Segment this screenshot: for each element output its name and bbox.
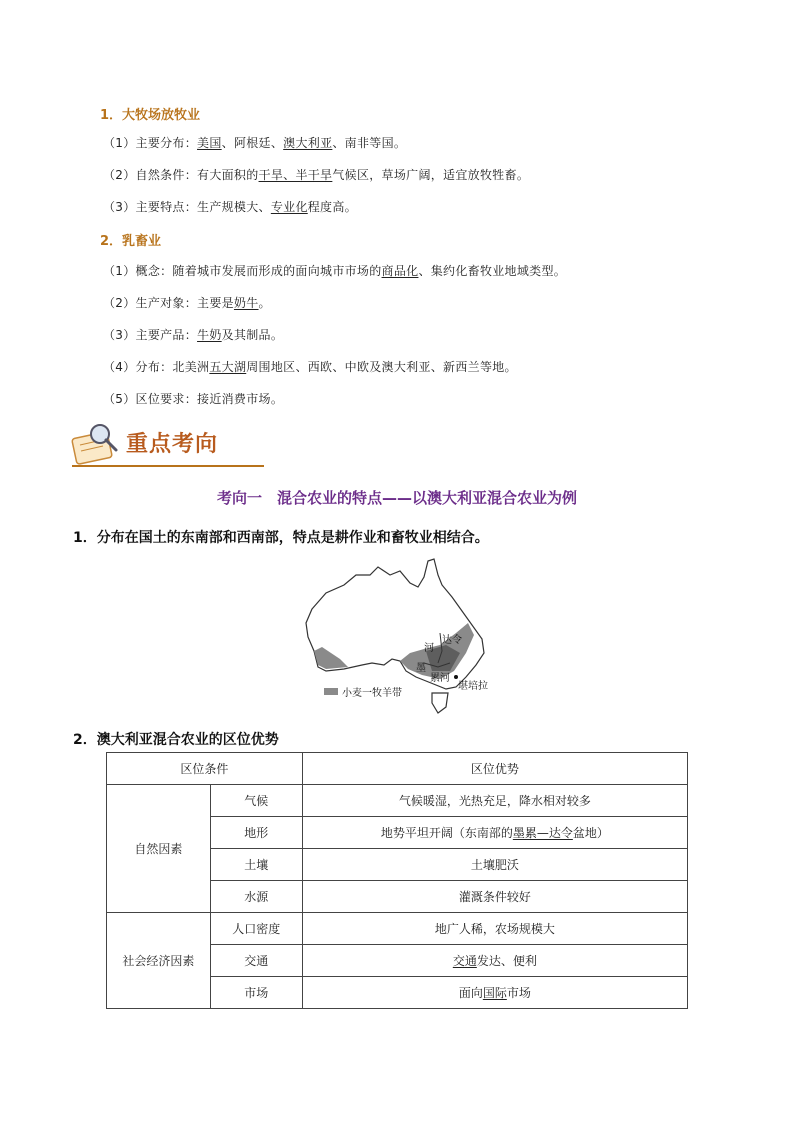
australia-outline [306, 559, 484, 689]
header-advantage: 区位优势 [302, 753, 687, 785]
factor-cell: 气候 [210, 785, 302, 817]
dairy-item-3: （3）主要产品：牛奶及其制品。 [103, 328, 284, 342]
section-title-dairy: 2．乳畜业 [100, 234, 162, 249]
table-header-row [107, 753, 688, 785]
ranching-item-3: （3）主要特点：生产规模大、专业化程度高。 [103, 200, 357, 214]
factor-cell: 人口密度 [210, 913, 302, 945]
group-socioeconomic: 社会经济因素 [107, 913, 211, 1009]
advantage-cell: 地广人稀，农场规模大 [302, 913, 687, 945]
advantage-cell: 地势平坦开阔（东南部的墨累—达令盆地） [302, 817, 687, 849]
factor-cell: 土壤 [210, 849, 302, 881]
dairy-item-1: （1）概念：随着城市发展而形成的面向城市市场的商品化、集约化畜牧业地域类型。 [103, 264, 567, 278]
group-natural: 自然因素 [107, 785, 211, 913]
dairy-item-4: （4）分布：北美洲五大湖周围地区、西欧、中欧及澳大利亚、新西兰等地。 [103, 360, 517, 374]
advantage-cell: 面向国际市场 [302, 977, 687, 1009]
map-label-murray-b: 累河 [430, 673, 450, 684]
legend-label: 小麦一牧羊带 [342, 688, 402, 699]
map-label-canberra: 堪培拉 [458, 681, 488, 692]
table-row [107, 785, 688, 817]
factor-cell: 市场 [210, 977, 302, 1009]
advantage-cell: 交通发达、便利 [302, 945, 687, 977]
advantage-cell: 气候暖湿，光热充足，降水相对较多 [302, 785, 687, 817]
map-label-darling: 达令 [442, 635, 462, 646]
advantage-cell: 灌溉条件较好 [302, 881, 687, 913]
location-advantage-table [106, 752, 688, 1009]
factor-cell: 地形 [210, 817, 302, 849]
point-1: 1．分布在国土的东南部和西南部，特点是耕作业和畜牧业相结合。 [73, 530, 489, 546]
factor-cell: 水源 [210, 881, 302, 913]
factor-cell: 交通 [210, 945, 302, 977]
dairy-item-5: （5）区位要求：接近消费市场。 [103, 392, 284, 406]
map-label-murray-a: 墨 [416, 663, 426, 674]
legend-swatch [324, 688, 338, 695]
ranching-item-1: （1）主要分布：美国、阿根廷、澳大利亚、南非等国。 [103, 136, 407, 150]
tasmania-outline [432, 693, 448, 713]
dairy-item-2: （2）生产对象：主要是奶牛。 [103, 296, 271, 310]
magnifier-notebook-icon [70, 421, 126, 467]
map-label-river: 河 [424, 643, 434, 654]
ranching-item-2: （2）自然条件：有大面积的干旱、半干旱气候区，草场广阔，适宜放牧牲畜。 [103, 168, 530, 182]
australia-map [300, 553, 500, 718]
point-2: 2．澳大利亚混合农业的区位优势 [73, 732, 279, 748]
header-condition: 区位条件 [107, 753, 303, 785]
canberra-marker-icon [454, 675, 458, 679]
advantage-cell: 土壤肥沃 [302, 849, 687, 881]
subtopic-title: 考向一 混合农业的特点——以澳大利亚混合农业为例 [216, 489, 577, 507]
banner-underline [72, 465, 264, 467]
section-title-ranching: 1．大牧场放牧业 [100, 108, 201, 123]
table-row [107, 913, 688, 945]
key-points-banner [70, 421, 265, 469]
banner-title: 重点考向 [126, 432, 219, 457]
